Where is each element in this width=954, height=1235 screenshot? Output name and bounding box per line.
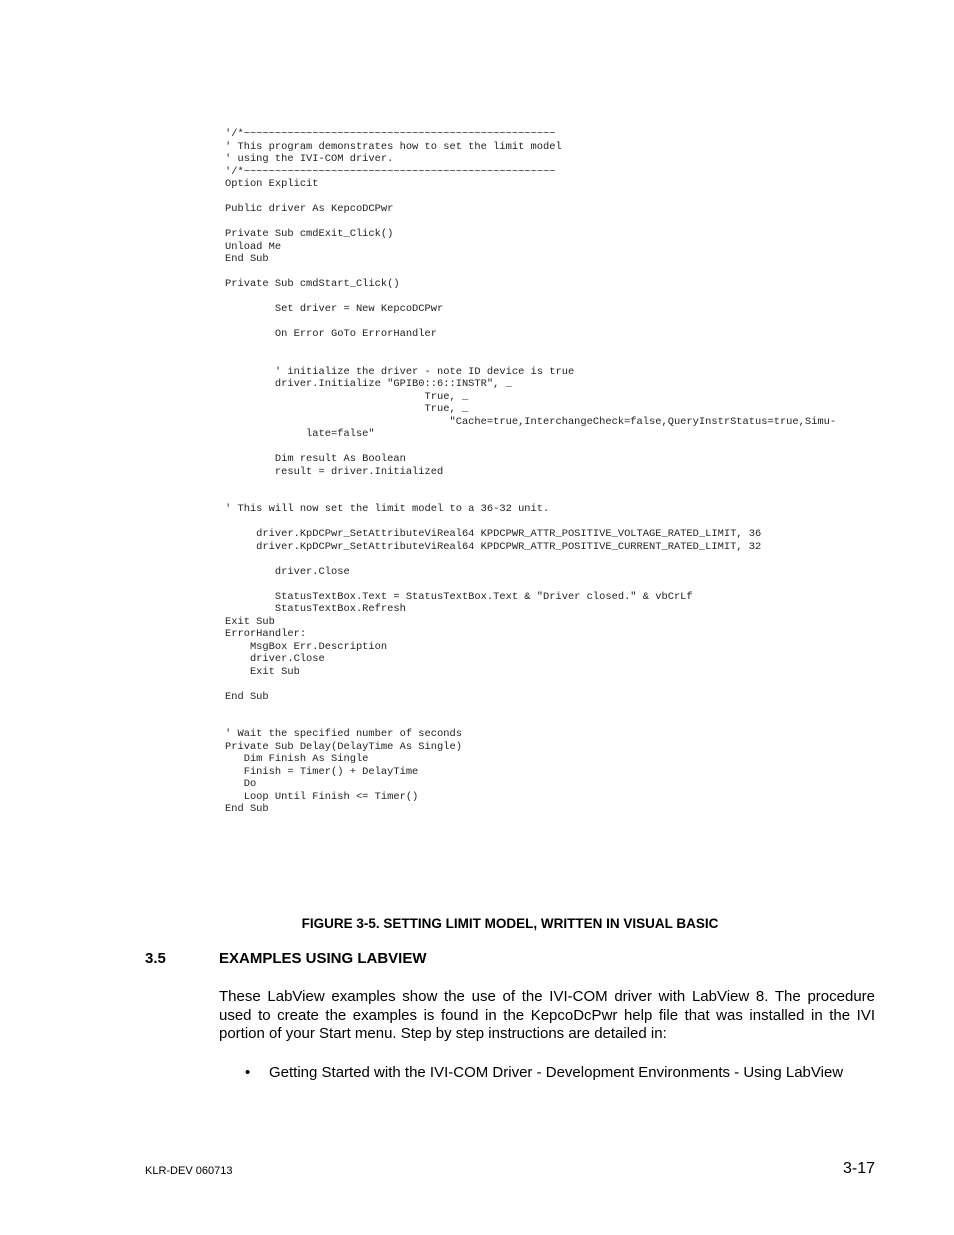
figure-caption: FIGURE 3-5. SETTING LIMIT MODEL, WRITTEN IN VISUAL BASIC: [301, 916, 719, 931]
section-title: EXAMPLES USING LABVIEW: [219, 950, 427, 967]
code-listing: '/*~~~~~~~~~~~~~~~~~~~~~~~~~~~~~~~~~~~~~~~~~~~~~~~~~~ ' This program demonstrates how to set the limit model ' using the IVI-COM driver. '/*~~~~~~~~~~~~~~~~~~~~~~~~~~~~~~~~~~~~~~~~~~~~~~~~~~ Option Explicit Public driver As KepcoDCPwr Private Sub cmdExit_Click() Unload Me End Sub Private Sub cmdStart_Click() Set driver = New KepcoDCPwr On Error GoTo ErrorHandler ' initialize the driver - note ID device is true driver.Initialize "GPIB0::6::INSTR", _ True, _ True, _ "Cache=true,InterchangeCheck=false,QueryInstrStatus=true,Simu- late=false" Dim result As Boolean result = driver.Initialized ' This will now set the limit model to a 36-32 unit. driver.KpDCPwr_SetAttributeViReal64 KPDCPWR_ATTR_POSITIVE_VOLTAGE_RATED_LIMIT, 36 driver.KpDCPwr_SetAttributeViReal64 KPDCPWR_ATTR_POSITIVE_CURRENT_RATED_LIMIT, 32 driver.Close StatusTextBox.Text = StatusTextBox.Text & "Driver closed." & vbCrLf StatusTextBox.Refresh Exit Sub ErrorHandler: MsgBox Err.Description driver.Close Exit Sub End Sub ' Wait the specified number of seconds Private Sub Delay(DelayTime As Single) Dim Finish As Single Finish = Timer() + DelayTime Do Loop Until Finish <= Timer() End Sub: [225, 128, 837, 815]
bullet-item: Getting Started with the IVI-COM Driver - Development Environments - Using LabView: [269, 1064, 844, 1081]
footer-doc-id: KLR-DEV 060713: [145, 1165, 233, 1177]
section-number: 3.5: [145, 950, 166, 967]
section-paragraph: These LabView examples show the use of the IVI-COM driver with LabView 8. The procedure used to create the examples is found in the KepcoDcPwr help file that was installed in the IVI portion of your Start menu. Step by step instructions are detailed in:: [219, 988, 875, 1043]
page-number: 3-17: [842, 1160, 875, 1177]
bullet-marker: •: [245, 1064, 251, 1081]
